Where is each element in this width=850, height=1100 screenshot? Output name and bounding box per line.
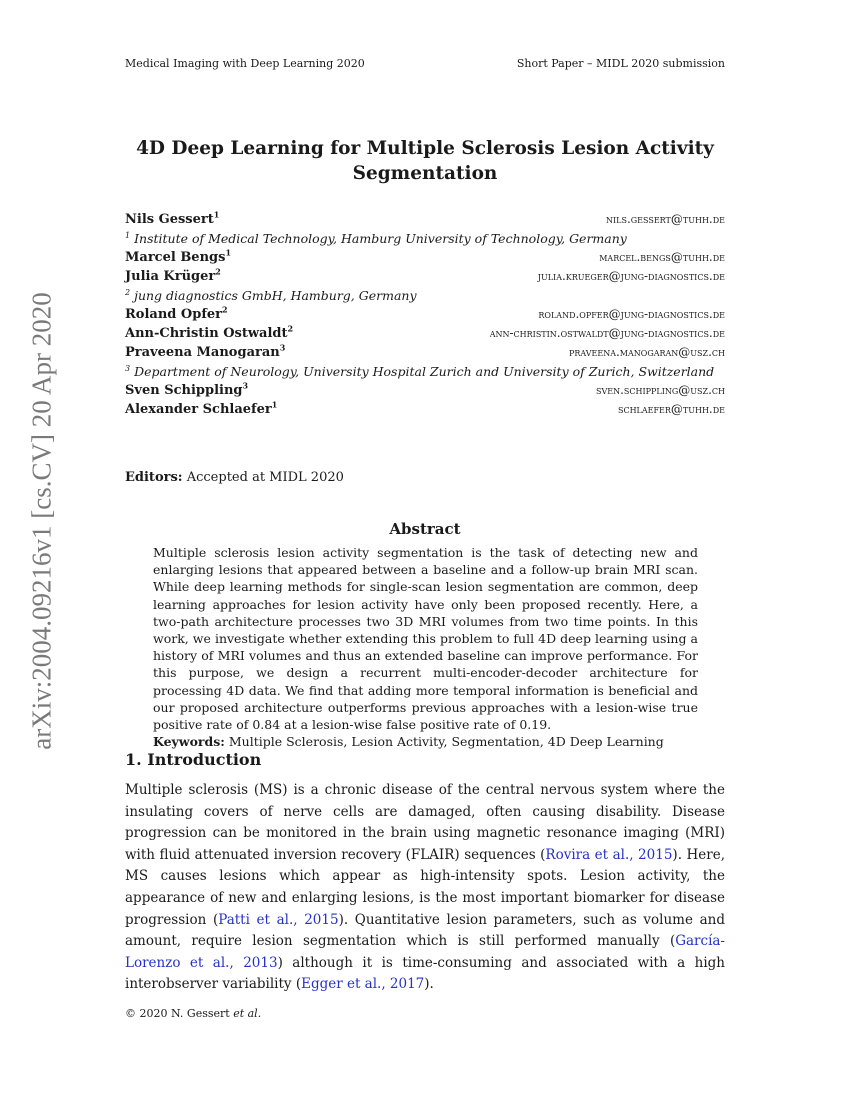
author-row	[125, 343, 725, 362]
author-affil-mark: 2	[222, 304, 228, 315]
keywords-text: Multiple Sclerosis, Lesion Activity, Segmentation, 4D Deep Learning	[228, 734, 664, 750]
abstract-text: Multiple sclerosis lesion activity segmentation is the task of detecting new and enlarging lesions that appeared between a baseline and a follow-up brain MRI scan. While deep learning methods for single-scan lesion segmentation are common, deep learning approaches for lesion activity have only been proposed recently. Here, a two-path architecture processes two 3D MRI volumes from two time points. In this work, we investigate whether extending this problem to full 4D deep learning using a history of MRI volumes and thus an extended baseline can improve performance. For this purpose, we design a recurrent multi-encoder-decoder architecture for processing 4D data. We find that adding more temporal information is beneficial and our proposed architecture outperforms previous approaches with a lesion-wise true positive rate of 0.84 at a lesion-wise false positive rate of 0.19.	[153, 545, 698, 733]
author-affil-mark: 1	[225, 247, 232, 258]
author-email: schlaefer@tuhh.de	[617, 402, 725, 416]
author-affil-mark: 2	[287, 323, 294, 334]
editors-line	[125, 470, 344, 485]
abstract-body	[153, 544, 698, 750]
author-name: Alexander Schlaefer	[125, 402, 272, 417]
affiliation-text: Department of Neurology, University Hospital Zurich and University of Zurich, Switzerland	[134, 364, 715, 379]
author-row	[125, 381, 725, 400]
citation-link[interactable]: García-Lorenzo et al., 2013	[125, 933, 725, 971]
author-email: nils.gessert@tuhh.de	[606, 212, 725, 226]
running-header-right: Short Paper – MIDL 2020 submission	[516, 57, 725, 70]
affiliation	[125, 362, 725, 381]
author-affil-mark: 1	[213, 209, 220, 220]
author-name: Sven Schippling	[125, 383, 243, 398]
author-name: Julia Krüger	[125, 269, 216, 284]
author-row	[125, 248, 725, 267]
affiliation-text: jung diagnostics GmbH, Hamburg, Germany	[134, 288, 417, 303]
author-email: ann-christin.ostwaldt@jung-diagnostics.de	[489, 326, 725, 340]
author-affil-mark: 1	[271, 399, 278, 410]
affiliation-mark: 3	[125, 363, 131, 373]
citation-link[interactable]: Patti et al., 2015	[218, 911, 339, 928]
copyright-text: © 2020 N. Gessert	[125, 1007, 230, 1020]
affiliation	[125, 286, 725, 305]
author-email: julia.krueger@jung-diagnostics.de	[537, 269, 725, 283]
author-email: roland.opfer@jung-diagnostics.de	[538, 307, 725, 321]
citation-link[interactable]: Egger et al., 2017	[301, 976, 425, 993]
author-name: Nils Gessert	[125, 212, 214, 227]
copyright-footer	[125, 1007, 261, 1020]
author-name: Praveena Manogaran	[125, 345, 280, 360]
affiliation-mark: 1	[125, 230, 131, 240]
author-email: praveena.manogaran@usz.ch	[568, 345, 725, 359]
copyright-etal: et al.	[233, 1007, 262, 1020]
editors-label: Editors:	[125, 470, 183, 485]
author-row	[125, 324, 725, 343]
keywords-label: Keywords:	[153, 734, 225, 750]
author-row	[125, 210, 725, 229]
author-name: Roland Opfer	[125, 307, 223, 322]
arxiv-identifier: arXiv:2004.09216v1 [cs.CV] 20 Apr 2020	[26, 292, 57, 750]
author-email: sven.schippling@usz.ch	[596, 383, 725, 397]
affiliation-mark: 2	[125, 287, 131, 297]
editors-text: Accepted at MIDL 2020	[186, 470, 344, 485]
author-block	[125, 210, 725, 419]
introduction-paragraph: Multiple sclerosis (MS) is a chronic disease of the central nervous system where the insulating covers of nerve cells are damaged, often causing disability. Disease progression can be monitored in the brain using magnetic resonance imaging (MRI) with fluid attenuated inversion recovery (FLAIR) sequences (Rovira et al., 2015). Here, MS causes lesions which appear as high-intensity spots. Lesion activity, the appearance of new and enlarging lesions, is the most important biomarker for disease progression (Patti et al., 2015). Quantitative lesion parameters, such as volume and amount, require lesion segmentation which is still performed manually (García-Lorenzo et al., 2013) although it is time-consuming and associated with a high interobserver variability (Egger et al., 2017).	[125, 782, 725, 993]
author-name: Ann-Christin Ostwaldt	[125, 326, 288, 341]
author-affil-mark: 3	[242, 380, 249, 391]
citation-link[interactable]: Rovira et al., 2015	[545, 846, 673, 863]
affiliation	[125, 229, 725, 248]
paper-title: 4D Deep Learning for Multiple Sclerosis Lesion Activity Segmentation	[136, 138, 714, 184]
affiliation-text: Institute of Medical Technology, Hamburg University of Technology, Germany	[134, 231, 627, 246]
author-email: marcel.bengs@tuhh.de	[599, 250, 725, 264]
author-affil-mark: 3	[279, 342, 286, 353]
section-heading-introduction: 1. Introduction	[125, 750, 262, 769]
keywords-line	[153, 733, 698, 750]
author-name: Marcel Bengs	[125, 250, 226, 265]
running-header-left: Medical Imaging with Deep Learning 2020	[125, 57, 365, 70]
author-row	[125, 305, 725, 324]
author-row	[125, 267, 725, 286]
author-row	[125, 400, 725, 419]
author-affil-mark: 2	[215, 266, 221, 277]
abstract-heading: Abstract	[389, 520, 461, 538]
